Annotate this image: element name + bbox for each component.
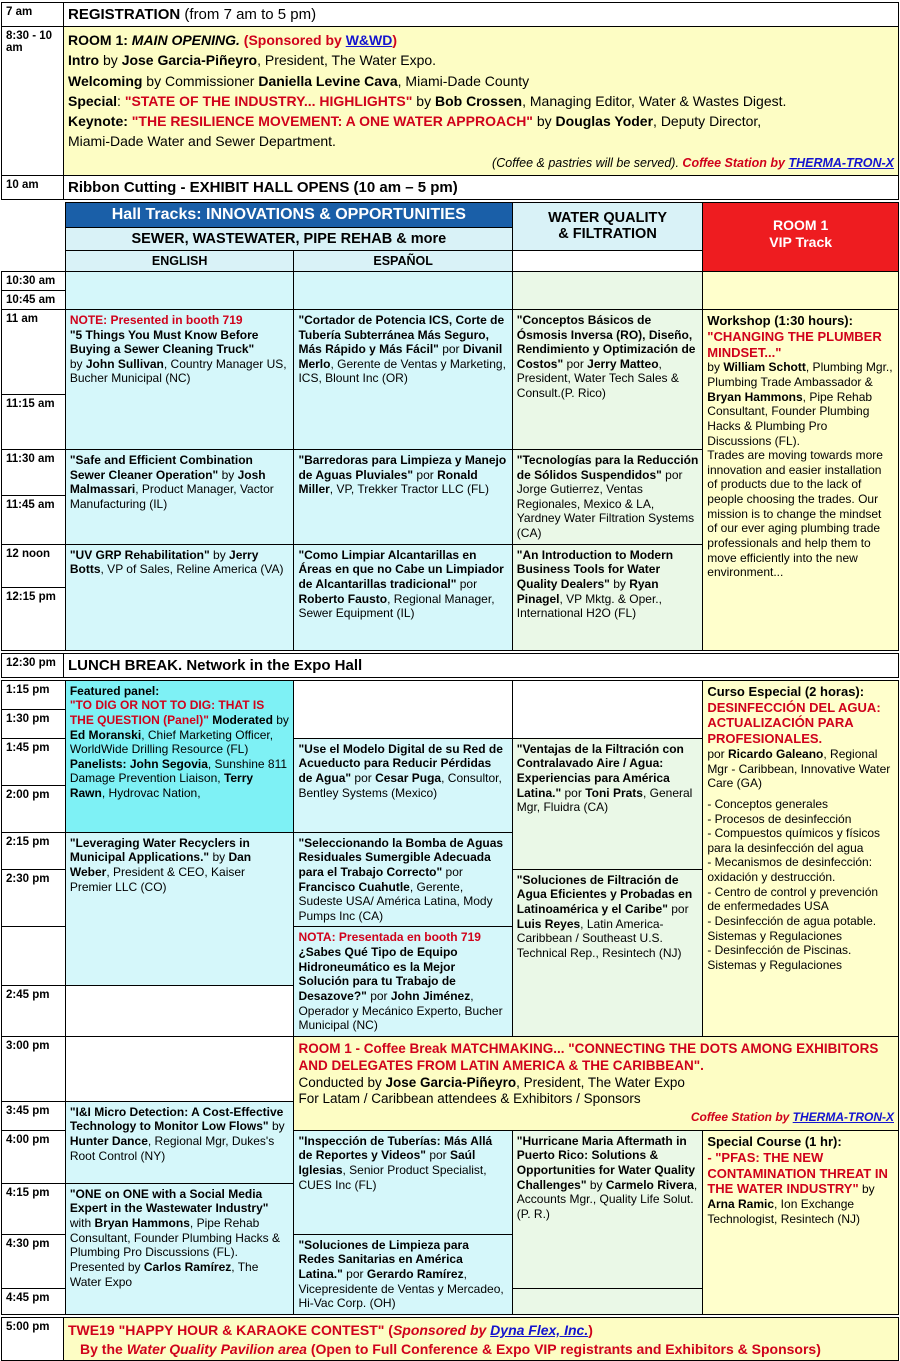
- session-espanol-6[interactable]: [294, 927, 512, 1036]
- table-row: [2, 175, 899, 199]
- happy-hour-section: [1, 1317, 899, 1361]
- time-label: 11:15 am: [2, 394, 66, 449]
- session-espanol-7[interactable]: [294, 1130, 512, 1234]
- english-slot-empty: [65, 986, 294, 1036]
- happy-hour-loc-pre: By the: [80, 1340, 127, 1357]
- happy-hour-location: Water Quality Pavilion area: [126, 1340, 307, 1357]
- time-label: 2:30 pm: [2, 869, 66, 927]
- top-section: [1, 2, 899, 200]
- table-row: [2, 653, 899, 677]
- time-label: 1:30 pm: [2, 709, 66, 738]
- session-title: "Soluciones de Limpieza para Redes Sanitarias en América Latina.": [298, 1237, 469, 1282]
- session-by: by: [609, 576, 630, 591]
- table-row: [2, 271, 899, 290]
- vip-track-label: VIP Track: [769, 234, 833, 251]
- special-name: Bob Crossen: [434, 92, 523, 109]
- session-by: por: [456, 576, 478, 591]
- time-text: 8:30 - 10 am: [6, 30, 53, 54]
- water-slot-empty-2: [512, 1289, 703, 1315]
- table-row: [2, 309, 899, 394]
- vip-slot-empty: [703, 271, 899, 309]
- happy-hour-close: ): [588, 1321, 593, 1338]
- session-by: por: [561, 785, 586, 800]
- time-label: 3:45 pm: [2, 1101, 66, 1130]
- spacer: [2, 250, 66, 271]
- sewer-track-header: [65, 227, 512, 250]
- time-label: 1:15 pm: [2, 680, 66, 709]
- speaker-role: , Country Manager US, Bucher Municipal (NC): [69, 356, 287, 386]
- session-title: "Ventajas de la Filtración con Contralavado Aire / Agua: Experiencias para América Latina.": [516, 741, 684, 800]
- session-by: por: [563, 356, 588, 371]
- presenter-name: Carlos Ramírez: [143, 1259, 232, 1274]
- happy-hour-sponsored: Sponsored by: [392, 1321, 491, 1338]
- session-by: by: [209, 850, 229, 865]
- session-by: por: [438, 342, 463, 357]
- moderator-name: Ed Moranski: [69, 727, 142, 742]
- speaker-name: Luis Reyes: [516, 916, 581, 931]
- speaker-name: William Schott: [723, 360, 806, 375]
- speaker-role: , Ion Exchange Technologist, Resintech (NJ): [707, 1197, 861, 1226]
- session-title: "Conceptos Básicos de Ósmosis Inversa (RO), Diseño, Rendimiento y Optimización de Costos": [516, 312, 696, 371]
- workshop-title: "CHANGING THE PLUMBER MINDSET...": [707, 328, 882, 360]
- session-espanol-2[interactable]: [294, 449, 512, 544]
- time-label: 12:15 pm: [2, 587, 66, 650]
- happy-hour-note: (Open to Full Conference & Expo VIP registrants and Exhibitors & Sponsors): [306, 1340, 821, 1357]
- special-tail: , Managing Editor, Water & Wastes Digest.: [522, 92, 787, 109]
- room1-label: ROOM 1: [773, 216, 829, 233]
- main-opening-label: MAIN OPENING.: [131, 32, 240, 48]
- session-espanol-4[interactable]: [294, 738, 512, 832]
- course-by: por: [707, 747, 728, 762]
- course-head: Curso Especial (2 horas):: [707, 683, 865, 699]
- session-title: "Tecnologías para la Reducción de Sólidos Suspendidos": [516, 452, 699, 482]
- afternoon-section: [1, 680, 899, 1315]
- workshop-head: Workshop (1:30 hours):: [707, 312, 853, 328]
- speaker-role: , Regional Manager, Sewer Equipment (IL): [298, 591, 495, 621]
- session-by: por: [413, 467, 438, 482]
- speaker-role: , Senior Product Specialist, CUES Inc (FL): [298, 1163, 487, 1192]
- welcoming-name: Daniella Levine Cava: [258, 72, 398, 89]
- main-opening-cell: [64, 27, 899, 176]
- time-label: 10:45 am: [2, 290, 66, 309]
- coffee-note: (Coffee & pastries will be served).: [492, 155, 679, 170]
- session-by: por: [667, 901, 689, 916]
- espanol-slot-empty: [294, 271, 512, 309]
- time-label: 11 am: [2, 309, 66, 394]
- table-row: [2, 3, 899, 27]
- host-name: Jose Garcia-Piñeyro: [385, 1074, 517, 1090]
- course-bullet: - Compuestos químicos y físicos para la desinfección del agua: [707, 826, 881, 855]
- session-title: "Barredoras para Limpieza y Manejo de Aguas Pluviales": [298, 452, 507, 482]
- presenter-role: , The Water Expo: [69, 1259, 259, 1289]
- speaker-role-2: , Pipe Rehab Consultant, Founder Plumbing Hacks & Plumbing Pro Discussions (FL).: [707, 389, 873, 448]
- session-title: "Seleccionando la Bomba de Aguas Residuales Sumergible Adecuada para el Trabajo Correcto": [298, 835, 504, 879]
- session-title: "An Introduction to Modern Business Tools for Water Quality Dealers": [516, 547, 674, 591]
- time-label: 2:15 pm: [2, 832, 66, 869]
- session-water-1[interactable]: [512, 309, 703, 449]
- session-title: "Soluciones de Filtración de Agua Eficientes y Probadas en Latinoamérica y el Caribe": [516, 872, 693, 916]
- session-espanol-1[interactable]: [294, 309, 512, 449]
- session-title: "Como Limpiar Alcantarillas en Áreas en que no Cabe un Limpiador de Alcantarillas tradicional": [298, 547, 504, 591]
- session-title: "Cortador de Potencia ICS, Corte de Tubería Subterránea Más Seguro, Más Rápido y Más Fácil": [298, 312, 505, 357]
- session-by: by: [69, 356, 86, 371]
- booth-note: NOTA: Presentada en booth 719: [298, 930, 481, 945]
- session-english-5[interactable]: [65, 832, 294, 986]
- session-english-2[interactable]: [65, 449, 294, 544]
- speaker-name: Divanil Merlo: [298, 342, 503, 371]
- water-quality-line2: & FILTRATION: [558, 226, 657, 243]
- table-row: [2, 202, 899, 227]
- coffee-break-matchmaking[interactable]: [294, 1036, 899, 1130]
- session-title: "Safe and Efficient Combination Sewer Cleaner Operation": [69, 452, 253, 482]
- course-title: DESINFECCIÓN DEL AGUA: ACTUALIZACIÓN PARA PROFESIONALES.: [707, 699, 881, 747]
- welcoming-tail: , Miami-Dade County: [397, 72, 530, 89]
- session-english-1[interactable]: [65, 309, 294, 449]
- intro-by: by: [99, 52, 122, 69]
- matchmaking-conducted: Conducted by: [298, 1074, 386, 1090]
- session-water-5[interactable]: [512, 869, 703, 1036]
- session-water-4[interactable]: [512, 738, 703, 869]
- speaker-role: , General Mgr, Fluidra (CA): [516, 785, 693, 815]
- water-slot-empty: [512, 271, 703, 309]
- sponsored-prefix: (Sponsored by: [239, 32, 346, 48]
- host-role: , President, The Water Expo: [516, 1074, 685, 1090]
- lunch-break-cell: [64, 653, 899, 677]
- speaker-name: Toni Prats: [585, 785, 643, 800]
- time-label: 10 am: [2, 175, 64, 199]
- speaker-name: Gerardo Ramírez: [366, 1267, 464, 1282]
- time-label: 10:30 am: [2, 271, 66, 290]
- spacer: [512, 250, 703, 271]
- speaker-name: Carmelo Rivera: [605, 1177, 694, 1192]
- special-course-head: Special Course (1 hr):: [707, 1133, 842, 1149]
- speaker-name: Cesar Puga: [375, 770, 442, 785]
- session-vip-course[interactable]: [703, 680, 899, 1036]
- matchmaking-audience: For Latam / Caribbean attendees & Exhibitors / Sponsors: [298, 1091, 641, 1107]
- intro-name: Jose Garcia-Piñeyro: [121, 52, 258, 69]
- keynote-title: "THE RESILIENCE MOVEMENT: A ONE WATER APPROACH": [127, 113, 533, 130]
- time-label: 4:45 pm: [2, 1289, 66, 1315]
- schedule-page: [0, 2, 900, 1357]
- time-label: 3:00 pm: [2, 1036, 66, 1101]
- english-label: ENGLISH: [151, 253, 208, 268]
- session-title: "5 Things You Must Know Before Buying a Sewer Cleaning Truck": [69, 327, 259, 357]
- table-row: [2, 1036, 899, 1101]
- moderator-role: , Chief Marketing Officer, WorldWide Drilling Resource (FL): [69, 727, 274, 757]
- registration-cell: [64, 3, 899, 27]
- booth-note: NOTE: Presented in booth 719: [69, 312, 243, 327]
- coffee-station-label: Coffee Station by: [690, 1109, 793, 1124]
- session-english-3[interactable]: [65, 544, 294, 650]
- session-vip-workshop[interactable]: [703, 309, 899, 650]
- session-title: "Leveraging Water Recyclers in Municipal Applications.": [69, 835, 250, 865]
- english-header: [65, 250, 294, 271]
- table-row: [2, 27, 899, 176]
- speaker-name: Josh Malmassari: [69, 467, 266, 497]
- special-by: by: [412, 92, 435, 109]
- speaker-role: , President, Water Tech Sales & Consult.(P. Rico): [516, 356, 679, 401]
- speaker-role: , Gerente de Ventas y Marketing, ICS, Blount Inc (OR): [298, 356, 506, 386]
- course-bullet: - Desinfección de Piscinas. Sistemas y Regulaciones: [707, 943, 852, 972]
- course-bullet: - Mecanismos de desinfección: oxidación y destrucción.: [707, 855, 873, 885]
- matchmaking-title: ROOM 1 - Coffee Break MATCHMAKING... "CONNECTING THE DOTS AMONG EXHIBITORS AND DELEGATES FROM LATIN AMERICA & THE CARIBBEAN".: [298, 1040, 879, 1074]
- speaker-role: , Product Manager, Vactor Manufacturing (IL): [69, 482, 274, 511]
- welcoming-label: Welcoming: [68, 72, 143, 89]
- coffee-station-label: Coffee Station by: [678, 155, 789, 170]
- speaker-role: , VP, Trekker Tractor LLC (FL): [329, 482, 489, 497]
- happy-hour-title: TWE19 "HAPPY HOUR & KARAOKE CONTEST" (: [68, 1321, 393, 1338]
- english-slot-empty: [65, 271, 294, 309]
- keynote-tail: , Deputy Director,: [653, 113, 762, 130]
- session-by: by: [218, 467, 238, 482]
- registration-title: REGISTRATION: [68, 6, 181, 23]
- special-course-title: - "PFAS: THE NEW CONTAMINATION THREAT IN THE WATER INDUSTRY": [707, 1149, 888, 1197]
- time-label: 5:00 pm: [2, 1317, 64, 1360]
- session-by: por: [351, 770, 376, 785]
- speaker-role: , Plumbing Mgr., Plumbing Trade Ambassador &: [707, 360, 893, 390]
- course-bullet: - Desinfección de agua potable. Sistemas y Regulaciones: [707, 913, 877, 943]
- espanol-header: [294, 250, 512, 271]
- sewer-track-label: SEWER, WASTEWATER, PIPE REHAB & more: [131, 230, 447, 247]
- session-by: por: [366, 988, 391, 1003]
- session-english-7[interactable]: [65, 1183, 294, 1314]
- session-with: with: [69, 1216, 95, 1231]
- speaker-role: , Pipe Rehab Consultant, Founder Plumbing Hacks & Plumbing Pro Discussions (FL). Presented by: [69, 1216, 280, 1274]
- speaker-name: Ricardo Galeano: [728, 747, 824, 762]
- keynote-tail2: Miami-Dade Water and Sewer Department.: [68, 133, 336, 150]
- sponsored-suffix: ): [392, 32, 398, 48]
- time-label: 4:30 pm: [2, 1234, 66, 1288]
- speaker-role: , Operador y Mecánico Experto, Bucher Municipal (NC): [298, 988, 503, 1033]
- ribbon-cutting-cell: [64, 175, 899, 199]
- panel-head: Featured panel:: [69, 683, 160, 698]
- time-label: 2:45 pm: [2, 986, 66, 1036]
- speaker-name: Francisco Cuahutle: [298, 879, 410, 894]
- table-row: [2, 1317, 899, 1360]
- special-colon: :: [117, 92, 125, 109]
- session-by: por: [425, 1148, 450, 1163]
- panelist-2-role: , Hydrovac Nation,: [101, 786, 201, 801]
- course-bullet: - Conceptos generales: [707, 796, 829, 811]
- time-label: 1:45 pm: [2, 738, 66, 785]
- intro-label: Intro: [68, 52, 100, 69]
- spacer: [2, 202, 66, 227]
- session-by: por: [342, 1267, 367, 1282]
- hall-tracks-header: [65, 202, 512, 227]
- session-panel-dig[interactable]: [65, 680, 294, 832]
- speaker-name: Saúl Iglesias: [298, 1148, 476, 1178]
- panelist-2-name: Terry Rawn: [69, 771, 254, 801]
- registration-detail: (from 7 am to 5 pm): [180, 6, 317, 23]
- water-slot-empty: [512, 680, 703, 738]
- session-by: by: [586, 1177, 606, 1192]
- lunch-section: [1, 653, 899, 678]
- special-course-by: by: [858, 1182, 875, 1197]
- sponsor-link-therma-tron-x-2[interactable]: THERMA-TRON-X: [792, 1109, 894, 1124]
- water-quality-line1: WATER QUALITY: [548, 210, 668, 227]
- keynote-label: Keynote:: [68, 113, 128, 130]
- panel-by: by: [272, 712, 289, 727]
- table-row: [2, 680, 899, 709]
- ribbon-cutting-text: Ribbon Cutting - EXHIBIT HALL OPENS (10 am – 5 pm): [68, 178, 458, 196]
- morning-section: [1, 202, 899, 651]
- speaker-name: John Sullivan: [85, 356, 164, 371]
- course-bullet: - Centro de control y prevención de enfermedades USA: [707, 884, 879, 914]
- speaker-name: Ryan Pinagel: [516, 576, 659, 606]
- intro-rest: , President, The Water Expo.: [257, 52, 437, 69]
- time-label: [2, 927, 66, 986]
- session-by: por: [442, 864, 463, 879]
- time-label: 11:45 am: [2, 496, 66, 544]
- espanol-slot-empty: [294, 680, 512, 738]
- speaker-name: Hunter Dance: [69, 1134, 148, 1149]
- room-label: ROOM 1:: [68, 32, 132, 48]
- speaker-name: John Jiménez: [390, 988, 471, 1003]
- speaker-name: Jerry Matteo: [587, 356, 659, 371]
- espanol-label: ESPAÑOL: [373, 253, 433, 268]
- session-water-2[interactable]: [512, 449, 703, 544]
- panel-moderated: Moderated: [208, 712, 273, 727]
- panel-title: "TO DIG OR NOT TO DIG: THAT IS THE QUESTION (Panel)": [69, 698, 265, 727]
- english-slot-empty-2: [65, 1036, 294, 1101]
- happy-hour-cell: [64, 1317, 899, 1360]
- session-title: "Hurricane Maria Aftermath in Puerto Rico: Solutions & Opportunities for Water Quality Challenges": [516, 1133, 696, 1192]
- speaker-name: Dan Weber: [69, 850, 252, 879]
- sponsor-link-therma-tron-x[interactable]: THERMA-TRON-X: [788, 155, 894, 170]
- special-label: Special: [68, 92, 118, 109]
- speaker-name: Roberto Fausto: [298, 591, 388, 606]
- session-water-6[interactable]: [512, 1130, 703, 1288]
- time-label: 12:30 pm: [2, 653, 64, 677]
- session-water-3[interactable]: [512, 544, 703, 650]
- speaker-role: , Gerente, Sudeste USA/ América Latina, Mody Pumps Inc (CA): [298, 879, 493, 923]
- time-label: 12 noon: [2, 544, 66, 587]
- speaker-role: , President & CEO, Kaiser Premier LLC (CO): [69, 864, 246, 894]
- session-espanol-5[interactable]: [294, 832, 512, 927]
- time-label: 4:00 pm: [2, 1130, 66, 1183]
- panelists-label: Panelists: John Segovia: [69, 756, 208, 771]
- keynote-name: Douglas Yoder: [555, 113, 654, 130]
- speaker-role: , Vicepresidente de Ventas y Mercadeo, Hi-Vac Corp. (OH): [298, 1267, 504, 1311]
- speaker-role: , VP of Sales, Reline America (VA): [100, 562, 284, 577]
- sponsor-link-wwd[interactable]: W&WD: [345, 32, 393, 48]
- time-label: 11:30 am: [2, 449, 66, 495]
- time-label: 4:15 pm: [2, 1183, 66, 1234]
- session-title: ¿Sabes Qué Tipo de Equipo Hidroneumático es la Mejor Solución para tu Trabajo de Desazove?": [298, 945, 458, 1003]
- speaker-role: , Accounts Mgr., Quality Life Solut. (P. R.): [516, 1177, 698, 1221]
- speaker-name: Ronald Miller: [298, 467, 478, 497]
- time-label: 7 am: [2, 3, 64, 27]
- workshop-by: by: [707, 360, 724, 375]
- course-bullet: - Procesos de desinfección: [707, 811, 852, 826]
- welcoming-rest: by Commissioner: [142, 72, 259, 89]
- session-by: by: [268, 1119, 285, 1134]
- vip-track-header: [703, 202, 899, 271]
- session-title: "Inspección de Tuberías: Más Allá de Reportes y Videos": [298, 1133, 493, 1163]
- spacer: [2, 227, 66, 250]
- speaker-role: , VP Mktg. & Oper., International H2O (FL): [516, 591, 662, 621]
- session-title: "I&I Micro Detection: A Cost-Effective Technology to Monitor Low Flows": [69, 1104, 284, 1134]
- time-label: 2:00 pm: [2, 785, 66, 832]
- panelist-1-role: , Sunshine 811 Damage Prevention Liaison,: [69, 756, 288, 786]
- session-by: by: [209, 547, 230, 562]
- session-by: por Jorge Gutierrez, Ventas Regionales, Mexico & LA, Yardney Water Filtration Systems (CA): [516, 467, 695, 541]
- session-english-6[interactable]: [65, 1101, 294, 1183]
- workshop-body: Trades are moving towards more innovation and easier installation of products due to the lack of people choosing the trades. Our mission is to change the mindset of our ever aging plumbing trade professionals and help them to move efficiently into the new environment...: [707, 448, 883, 580]
- speaker-name: Bryan Hammons: [94, 1216, 190, 1231]
- speaker-role: , Regional Mgr - Caribbean, Innovative Water Care (GA): [707, 747, 891, 791]
- session-espanol-3[interactable]: [294, 544, 512, 650]
- session-espanol-8[interactable]: [294, 1234, 512, 1314]
- water-quality-header: [512, 202, 703, 250]
- lunch-break-text: LUNCH BREAK. Network in the Expo Hall: [68, 656, 363, 674]
- speaker-role: , Consultor, Bentley Systems (Mexico): [298, 770, 502, 800]
- session-title: "Use el Modelo Digital de su Red de Acueducto para Reducir Pérdidas de Agua": [298, 741, 503, 785]
- sponsor-link-dyna-flex[interactable]: Dyna Flex, Inc.: [490, 1321, 589, 1338]
- speaker-name: Arna Ramic: [707, 1197, 775, 1212]
- speaker-name-2: Bryan Hammons: [707, 389, 803, 404]
- session-title: "UV GRP Rehabilitation": [69, 547, 210, 562]
- time-label: [2, 27, 64, 176]
- session-title: "ONE on ONE with a Social Media Expert in the Wastewater Industry": [69, 1186, 269, 1216]
- keynote-by: by: [532, 113, 556, 130]
- special-title: "STATE OF THE INDUSTRY... HIGHLIGHTS": [124, 92, 413, 109]
- speaker-name: Jerry Botts: [69, 547, 259, 577]
- hall-tracks-label: Hall Tracks: INNOVATIONS & OPPORTUNITIES: [111, 205, 466, 223]
- speaker-role: , Regional Mgr, Dukes's Root Control (NY): [69, 1134, 275, 1163]
- speaker-role: , Latin America-Caribbean / Southeast U.S. Technical Rep., Resintech (NJ): [516, 916, 682, 960]
